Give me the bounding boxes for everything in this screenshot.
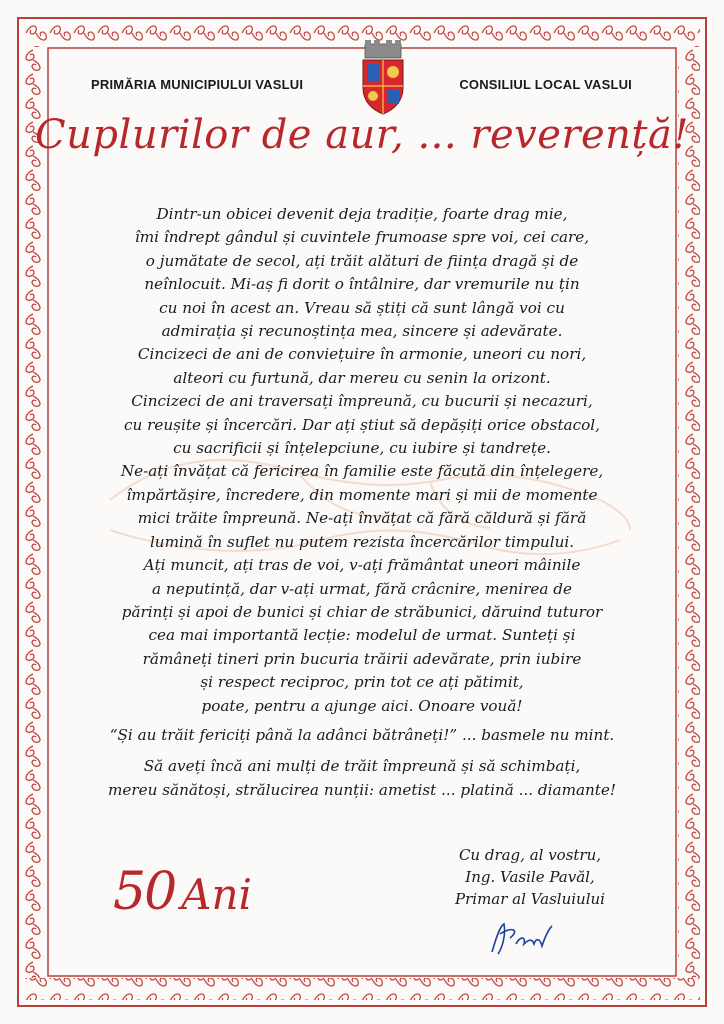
body-line: Cincizeci de ani de conviețuire în armonie, uneori cu nori, [137,345,587,364]
vaslui-coat-of-arms-icon [359,40,407,116]
wish-line: mereu sănătoși, strălucirea nunții: ametist ... platină ... diamante! [107,780,616,799]
header-right-institution: CONSILIUL LOCAL VASLUI [459,77,632,92]
body-line: admirația și recunoștința mea, sincere și adevărate. [161,322,563,341]
body-line: cu noi în acest an. Vreau să știți că sunt lângă voi cu [159,298,565,317]
body-line: a neputință, dar v-ați urmat, fără crâcnire, menirea de [152,579,572,598]
signer-name: Ing. Vasile Pavăl, [465,868,595,886]
body-line: mici trăite împreună. Ne-ați învățat că fără căldură și fără [137,509,587,528]
body-line: cea mai importantă lecție: modelul de urmat. Sunteți și [148,626,576,645]
body-line: neînlocuit. Mi-aș fi dorit o întâlnire, dar vremurile nu țin [144,275,580,294]
closing-line: Cu drag, al vostru, [458,846,602,864]
body-line: alteori cu furtună, dar mereu cu senin la orizont. [173,368,551,387]
body-line: Ați muncit, ați tras de voi, v-ați frământat uneori mâinile [143,556,581,575]
anniversary-badge [113,862,252,922]
body-line: lumină în suflet nu putem rezista încercărilor timpului. [149,532,575,551]
anniversary-word: Ani [181,870,252,919]
quote-line: “Și au trăit fericiți până la adânci bătrâneți!” ... basmele nu mint. [109,725,615,744]
signer-title: Primar al Vasluiului [455,890,605,908]
handwritten-signature [486,918,556,958]
body-line: rămâneți tineri prin bucuria trăirii adevărate, prin iubire [142,649,582,668]
body-line: o jumătate de secol, ați trăit alături de ființa dragă și de [145,251,579,270]
body-line: părinți și apoi de bunici și chiar de străbunici, dăruind tuturor [121,602,603,621]
body-line: cu reușite și încercări. Dar ați știut să depășiți orice obstacol, [124,415,600,434]
anniversary-number: 50 [113,862,176,922]
signature-block [420,844,640,910]
body-line: Ne-ați învățat că fericirea în familie este făcută din înțelegere, [120,462,604,481]
letter-body [80,203,644,802]
body-line: poate, pentru a ajunge aici. Onoare vouă! [201,696,523,715]
page-title: Cuplurilor de aur, ... reverență! [35,112,689,158]
body-line: cu sacrificii și înțelepciune, cu iubire și tandrețe. [173,439,551,458]
body-line: Dintr-un obicei devenit deja tradiție, foarte drag mie, [156,205,568,223]
wish-line: Să aveți încă ani mulți de trăit împreună și să schimbați, [143,757,581,776]
header-left-institution: PRIMĂRIA MUNICIPIULUI VASLUI [91,77,304,92]
body-line: împărtășire, încredere, din momente mari și mii de momente [126,485,598,504]
body-line: îmi îndrept gândul și cuvintele frumoase spre voi, cei care, [134,228,590,247]
body-line: și respect reciproc, prin tot ce ați pătimit, [200,673,524,692]
body-line: Cincizeci de ani traversați împreună, cu bucurii și necazuri, [131,392,593,411]
